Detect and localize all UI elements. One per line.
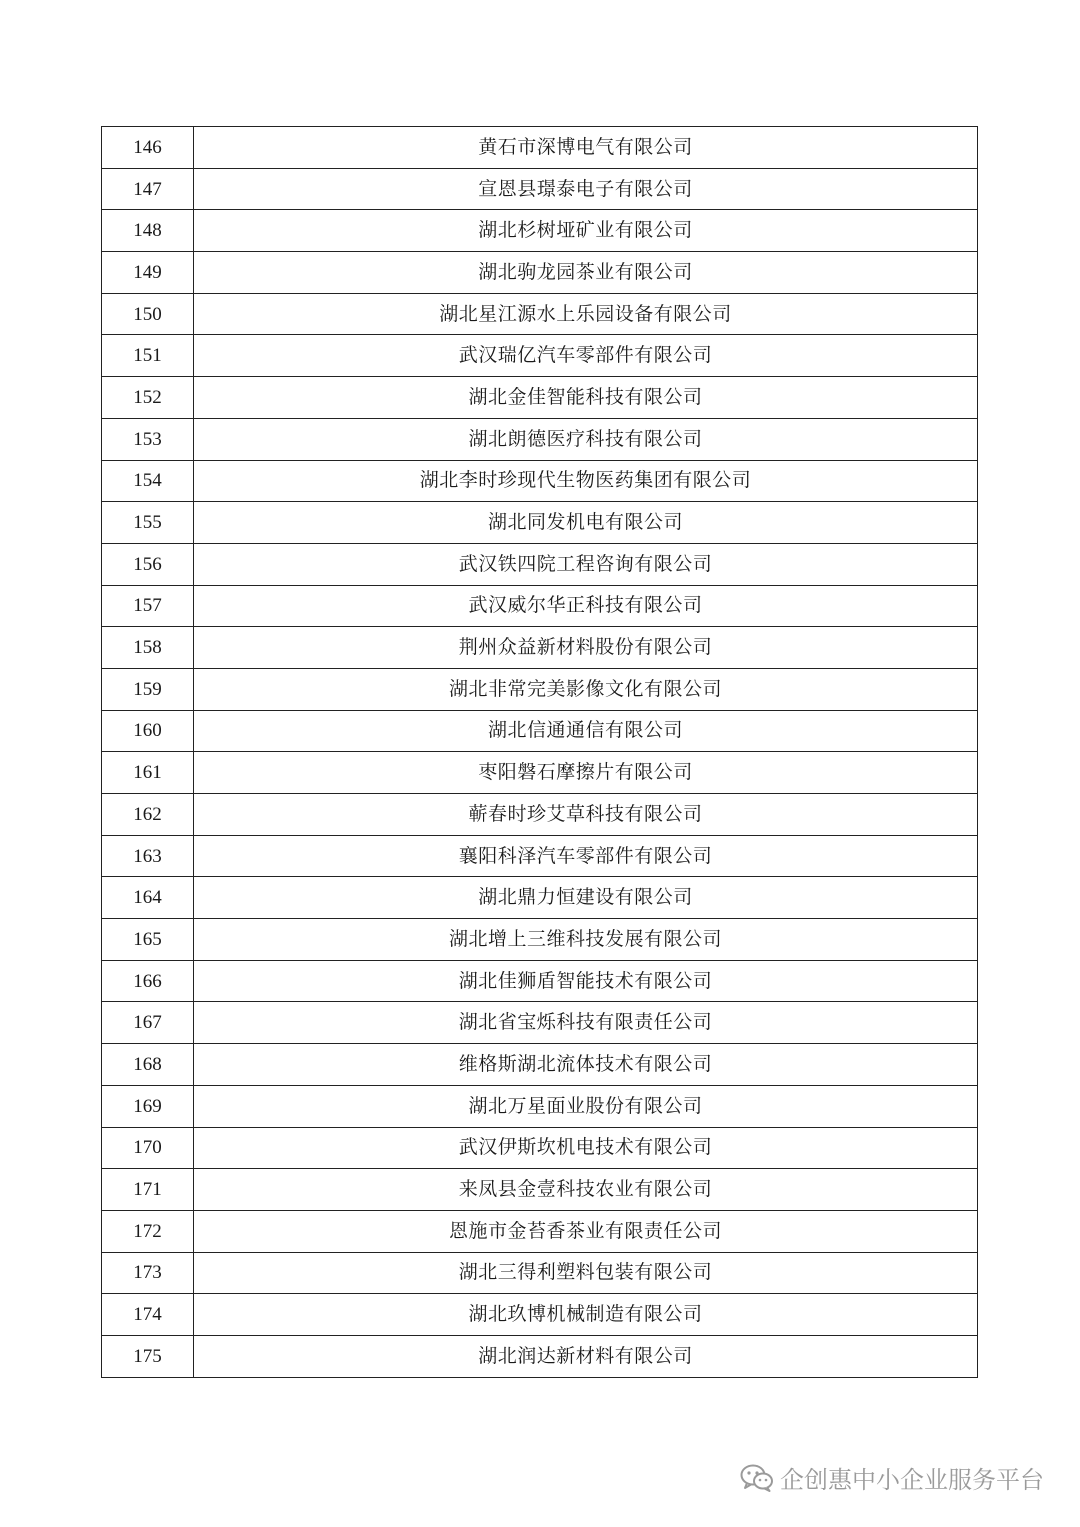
table-row (102, 1044, 978, 1086)
table-row (102, 1210, 978, 1252)
table-row (102, 210, 978, 252)
company-name: 宣恩县璟泰电子有限公司 (194, 168, 978, 210)
table-row (102, 585, 978, 627)
table-row (102, 668, 978, 710)
table-row (102, 543, 978, 585)
company-name: 荆州众益新材料股份有限公司 (194, 627, 978, 669)
row-number: 157 (102, 585, 194, 627)
table-row (102, 627, 978, 669)
row-number: 163 (102, 835, 194, 877)
row-number: 169 (102, 1085, 194, 1127)
company-name: 枣阳磐石摩擦片有限公司 (194, 752, 978, 794)
table-row (102, 502, 978, 544)
row-number: 162 (102, 794, 194, 836)
table-row (102, 877, 978, 919)
row-number: 175 (102, 1335, 194, 1377)
wechat-icon (740, 1464, 774, 1492)
company-name: 湖北朗德医疗科技有限公司 (194, 418, 978, 460)
row-number: 164 (102, 877, 194, 919)
company-name: 湖北润达新材料有限公司 (194, 1335, 978, 1377)
row-number: 155 (102, 502, 194, 544)
table-row (102, 252, 978, 294)
row-number: 147 (102, 168, 194, 210)
row-number: 172 (102, 1210, 194, 1252)
row-number: 149 (102, 252, 194, 294)
table-row (102, 1252, 978, 1294)
company-list-body (102, 127, 978, 1378)
table-row (102, 168, 978, 210)
table-row (102, 460, 978, 502)
watermark (740, 1460, 1044, 1495)
company-name: 湖北玖博机械制造有限公司 (194, 1294, 978, 1336)
company-name: 湖北佳狮盾智能技术有限公司 (194, 960, 978, 1002)
company-name: 湖北万星面业股份有限公司 (194, 1085, 978, 1127)
company-name: 湖北信通通信有限公司 (194, 710, 978, 752)
company-name: 湖北星江源水上乐园设备有限公司 (194, 293, 978, 335)
table-row (102, 418, 978, 460)
table-row (102, 1294, 978, 1336)
table-row (102, 1335, 978, 1377)
company-name: 襄阳科泽汽车零部件有限公司 (194, 835, 978, 877)
table-row (102, 710, 978, 752)
row-number: 152 (102, 377, 194, 419)
company-name: 武汉铁四院工程咨询有限公司 (194, 543, 978, 585)
row-number: 168 (102, 1044, 194, 1086)
company-name: 武汉瑞亿汽车零部件有限公司 (194, 335, 978, 377)
row-number: 156 (102, 543, 194, 585)
row-number: 170 (102, 1127, 194, 1169)
row-number: 167 (102, 1002, 194, 1044)
table-row (102, 919, 978, 961)
table-row (102, 293, 978, 335)
row-number: 173 (102, 1252, 194, 1294)
table-row (102, 752, 978, 794)
watermark-text: 企创惠中小企业服务平台 (780, 1466, 1044, 1494)
table-row (102, 1002, 978, 1044)
table-row (102, 1085, 978, 1127)
company-name: 湖北驹龙园茶业有限公司 (194, 252, 978, 294)
company-name: 湖北增上三维科技发展有限公司 (194, 919, 978, 961)
company-name: 湖北杉树垭矿业有限公司 (194, 210, 978, 252)
row-number: 150 (102, 293, 194, 335)
company-list-table (101, 126, 978, 1378)
row-number: 158 (102, 627, 194, 669)
row-number: 146 (102, 127, 194, 169)
row-number: 153 (102, 418, 194, 460)
row-number: 174 (102, 1294, 194, 1336)
company-name: 武汉威尔华正科技有限公司 (194, 585, 978, 627)
table-row (102, 835, 978, 877)
company-name: 湖北鼎力恒建设有限公司 (194, 877, 978, 919)
company-name: 湖北三得利塑料包装有限公司 (194, 1252, 978, 1294)
row-number: 148 (102, 210, 194, 252)
company-name: 黄石市深博电气有限公司 (194, 127, 978, 169)
company-name: 湖北金佳智能科技有限公司 (194, 377, 978, 419)
row-number: 151 (102, 335, 194, 377)
row-number: 160 (102, 710, 194, 752)
table-row (102, 377, 978, 419)
company-name: 湖北省宝烁科技有限责任公司 (194, 1002, 978, 1044)
table-row (102, 1169, 978, 1211)
table-row (102, 794, 978, 836)
table-row (102, 335, 978, 377)
row-number: 161 (102, 752, 194, 794)
company-name: 来凤县金壹科技农业有限公司 (194, 1169, 978, 1211)
table-row (102, 127, 978, 169)
table-row (102, 1127, 978, 1169)
company-name: 湖北同发机电有限公司 (194, 502, 978, 544)
row-number: 154 (102, 460, 194, 502)
company-name: 湖北非常完美影像文化有限公司 (194, 668, 978, 710)
company-name: 湖北李时珍现代生物医药集团有限公司 (194, 460, 978, 502)
row-number: 165 (102, 919, 194, 961)
table-row (102, 960, 978, 1002)
company-name: 维格斯湖北流体技术有限公司 (194, 1044, 978, 1086)
company-name: 恩施市金苔香茶业有限责任公司 (194, 1210, 978, 1252)
company-name: 武汉伊斯坎机电技术有限公司 (194, 1127, 978, 1169)
row-number: 166 (102, 960, 194, 1002)
row-number: 159 (102, 668, 194, 710)
company-name: 蕲春时珍艾草科技有限公司 (194, 794, 978, 836)
row-number: 171 (102, 1169, 194, 1211)
